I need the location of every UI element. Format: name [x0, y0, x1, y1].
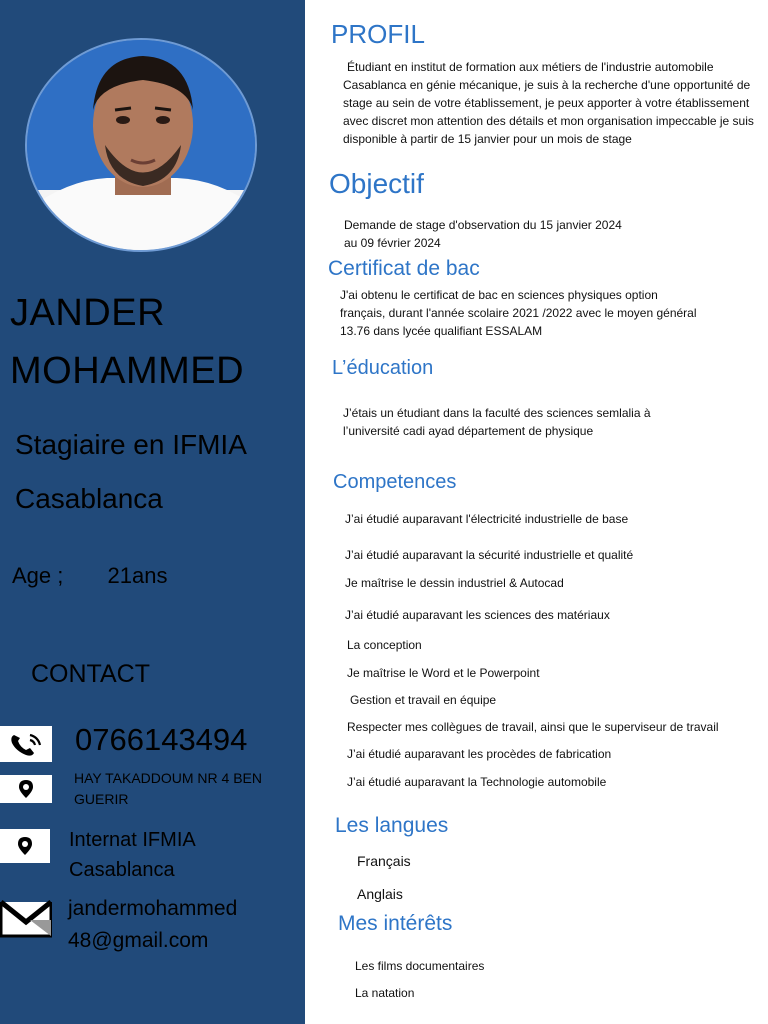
- objectif-text: Demande de stage d'observation du 15 janvier 2024 au 09 février 2024: [344, 218, 622, 250]
- interest-item: La natation: [355, 986, 415, 1000]
- list-item: Gestion et travail en équipe: [350, 693, 497, 707]
- bac-text: J'ai obtenu le certificat de bac en sciences physiques option français, durant l'année scolaire 2021 /2022 avec le moyen général 13.76 dans lycée qualifiant ESSALAM: [340, 288, 697, 338]
- language-item: Anglais: [357, 886, 403, 902]
- address-2: Internat IFMIA Casablanca: [69, 829, 195, 881]
- role-line-2: Casablanca: [15, 483, 163, 514]
- last-name: MOHAMMED: [10, 350, 245, 392]
- list-item: J’ai étudié auparavant les sciences des matériaux: [345, 608, 610, 622]
- list-item: J’ai étudié auparavant la Technologie automobile: [347, 775, 607, 789]
- language-item: Français: [357, 853, 411, 869]
- list-item: La conception: [347, 638, 422, 652]
- competences-title: Competences: [333, 471, 457, 493]
- age-label: Age ;: [12, 563, 64, 588]
- email-line-2: 48@gmail.com: [68, 929, 209, 952]
- list-item: Je maîtrise le dessin industriel & Autocad: [345, 576, 564, 590]
- profil-title: PROFIL: [331, 19, 425, 49]
- interets-title: Mes intérêts: [338, 912, 453, 935]
- langues-title: Les langues: [335, 814, 449, 837]
- phone-number[interactable]: 0766143494: [75, 722, 248, 757]
- education-title: L’éducation: [332, 357, 434, 379]
- objectif-title: Objectif: [329, 168, 424, 199]
- list-item: Je maîtrise le Word et le Powerpoint: [347, 666, 540, 680]
- first-name: JANDER: [10, 292, 166, 334]
- email-line-1: jandermohammed: [68, 897, 238, 920]
- list-item: J’ai étudié auparavant la sécurité industrielle et qualité: [345, 548, 634, 562]
- list-item: J’ai étudié auparavant l'électricité industrielle de base: [345, 512, 629, 526]
- list-item: J’ai étudié auparavant les procèdes de fabrication: [347, 747, 612, 761]
- profil-text: Étudiant en institut de formation aux métiers de l'industrie automobile Casablanca en génie mécanique, je suis à la recherche d'une opportunité de stage au sein de votre établissement, je peux apporter à votre établissement avec discret mon attention des détails et mon organisation impeccable je suis disponible à partir de 15 janvier pour un mois de stage: [343, 60, 754, 146]
- list-item: Respecter mes collègues de travail, ainsi que le superviseur de travail: [347, 720, 719, 734]
- age-value: 21ans: [107, 563, 168, 588]
- address-1: HAY TAKADDOUM NR 4 BEN GUERIR: [74, 770, 263, 807]
- education-text: J’étais un étudiant dans la faculté des sciences semlalia à l’université cadi ayad département de physique: [343, 406, 651, 438]
- interest-item: Les films documentaires: [355, 959, 485, 973]
- role-line-1: Stagiaire en IFMIA: [15, 429, 247, 460]
- bac-title: Certificat de bac: [328, 257, 480, 280]
- contact-title: CONTACT: [31, 660, 150, 688]
